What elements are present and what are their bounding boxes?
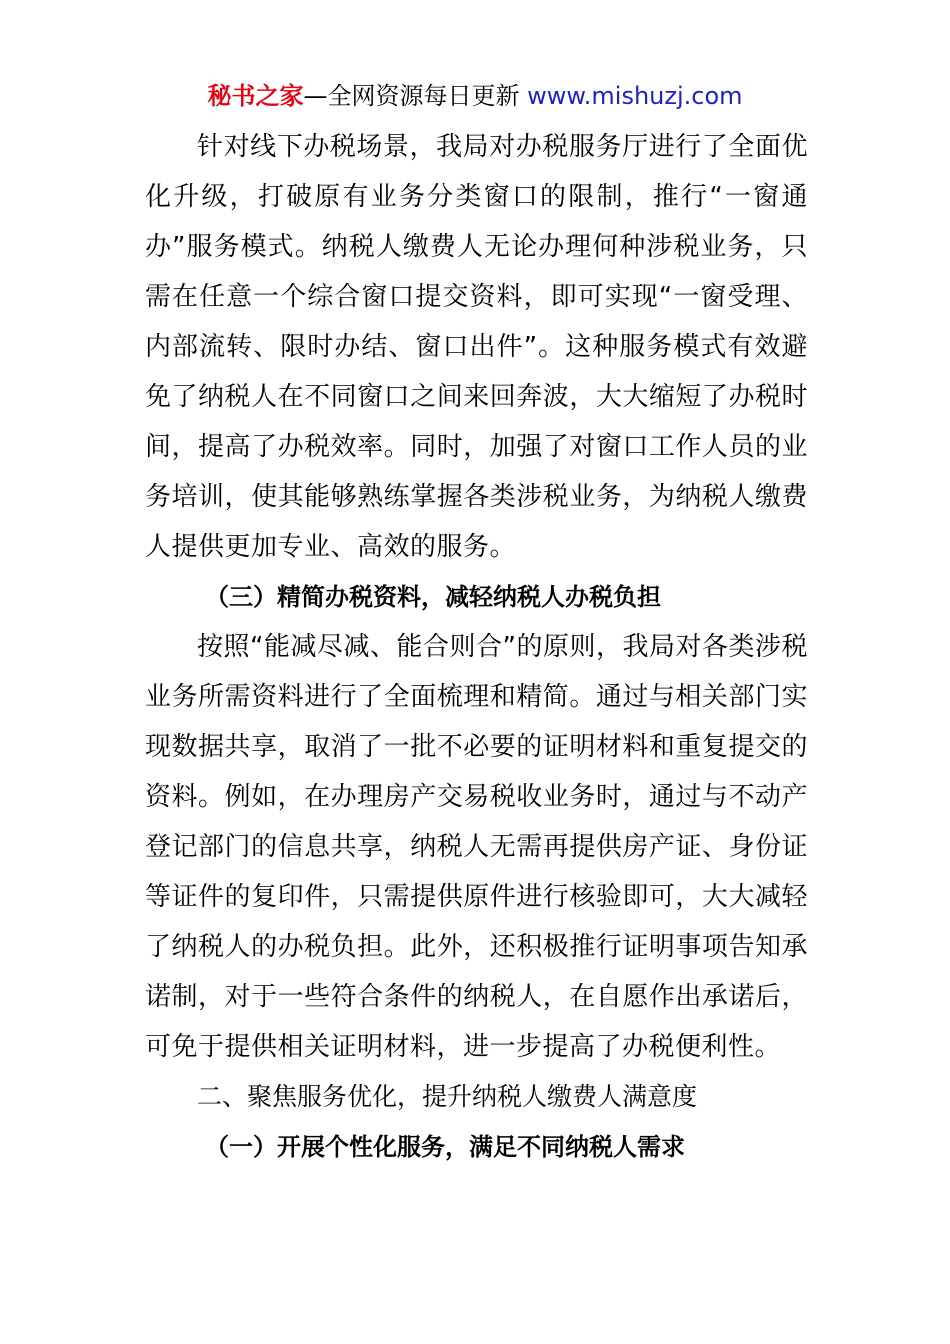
paragraph-simplify-materials: 按照“能减尽减、能合则合”的原则，我局对各类涉税业务所需资料进行了全面梳理和精简。通过与相关部门实现数据共享，取消了一批不必要的证明材料和重复提交的资料。例如，在办理房产交易税收业务时，通过与不动产登记部门的信息共享，纳税人无需再提供房产证、身份证等证件的复印件，只需提供原件进行核验即可，大大减轻了纳税人的办税负担。此外，还积极推行证明事项告知承诺制，对于一些符合条件的纳税人，在自愿作出承诺后，可免于提供相关证明材料，进一步提高了办税便利性。 (145, 632, 808, 1062)
site-header (0, 80, 950, 112)
paragraph-offline-service: 针对线下办税场景，我局对办税服务厅进行了全面优化升级，打破原有业务分类窗口的限制，推行“一窗通办”服务模式。纳税人缴费人无论办理何种涉税业务，只需在任意一个综合窗口提交资料，即可实现“一窗受理、内部流转、限时办结、窗口出件”。这种服务模式有效避免了纳税人在不同窗口之间来回奔波，大大缩短了办税时间，提高了办税效率。同时，加强了对窗口工作人员的业务培训，使其能够熟练掌握各类涉税业务，为纳税人缴费人提供更加专业、高效的服务。 (145, 132, 808, 562)
section-title-service-optimization: 二、聚焦服务优化，提升纳税人缴费人满意度 (197, 1082, 698, 1111)
document-body (145, 122, 808, 1172)
site-brand: 秘书之家 (207, 82, 304, 110)
heading-personalized-service: （一）开展个性化服务，满足不同纳税人需求 (205, 1133, 685, 1161)
site-url-link[interactable]: www.mishuzj.com (527, 82, 743, 110)
heading-simplify-materials: （三）精简办税资料，减轻纳税人办税负担 (205, 583, 661, 611)
site-tagline: —全网资源每日更新 (303, 82, 528, 110)
